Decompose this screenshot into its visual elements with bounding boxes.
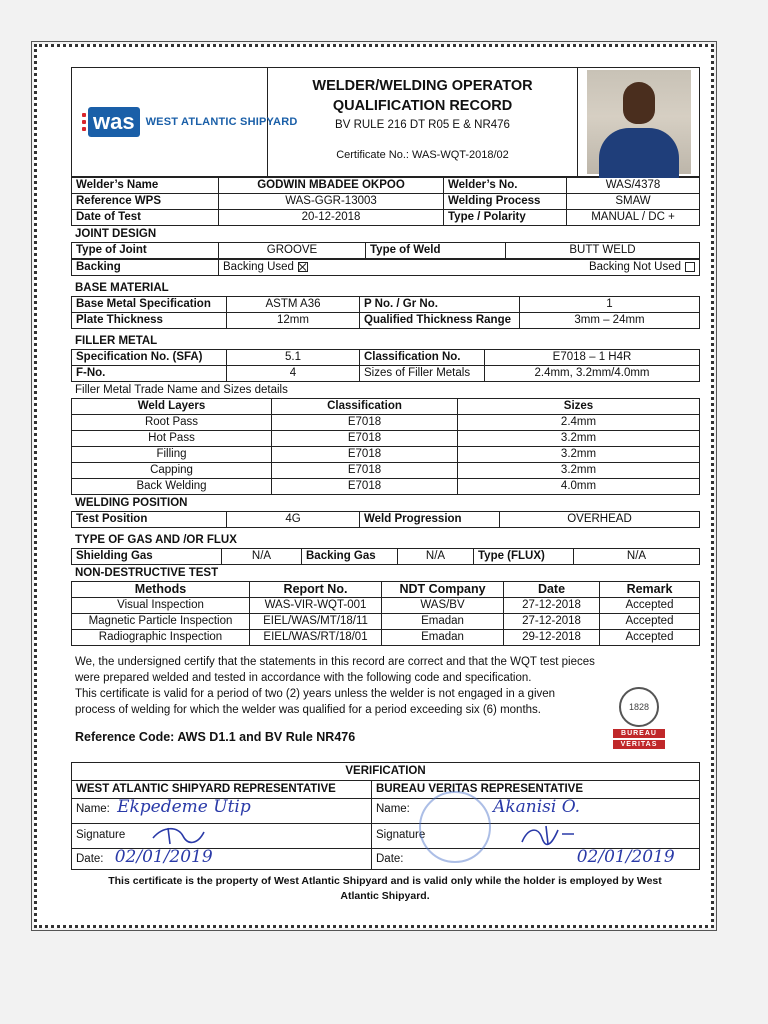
left-signature-label: Signature	[76, 829, 126, 842]
ndt-date: 29-12-2018	[504, 630, 600, 646]
layer-size: 3.2mm	[458, 447, 700, 463]
backing-table	[71, 259, 700, 276]
header-table	[71, 67, 700, 177]
welder-no-label: Welder’s No.	[444, 178, 567, 194]
company-name: WEST ATLANTIC SHIPYARD	[145, 115, 298, 128]
photo-cell	[578, 68, 700, 177]
backing-used-label: Backing Used	[223, 261, 294, 273]
col-remark: Remark	[600, 582, 700, 598]
statement-line: We, the undersigned certify that the statements in this record are correct and that the WQT test pieces	[75, 656, 595, 668]
fno-value: 4	[227, 366, 360, 382]
welder-name: GODWIN MBADEE OKPOO	[219, 178, 444, 194]
layer-size: 4.0mm	[458, 479, 700, 495]
left-date-label: Date:	[76, 853, 104, 865]
layer-name: Hot Pass	[72, 431, 272, 447]
layer-name: Back Welding	[72, 479, 272, 495]
shielding-gas-label: Shielding Gas	[72, 549, 222, 565]
base-material-heading: BASE MATERIAL	[75, 282, 169, 294]
backing-label: Backing	[72, 260, 219, 276]
filler-metal-heading: FILLER METAL	[75, 335, 158, 347]
logo-text: was	[88, 107, 140, 137]
fno-label: F-No.	[72, 366, 227, 382]
test-date-label: Date of Test	[72, 210, 219, 226]
shipyard-rep-title: WEST ATLANTIC SHIPYARD REPRESENTATIVE	[72, 781, 372, 799]
layer-classification: E7018	[272, 415, 458, 431]
test-position: 4G	[227, 512, 360, 528]
certification-statement	[71, 654, 605, 718]
bureau-veritas-logo	[613, 687, 665, 749]
layer-classification: E7018	[272, 463, 458, 479]
ndt-company: WAS/BV	[382, 598, 504, 614]
joint-design-table	[71, 242, 700, 259]
sfa-value: 5.1	[227, 350, 360, 366]
base-material-table	[71, 296, 700, 329]
shielding-gas: N/A	[222, 549, 302, 565]
welder-photo	[587, 70, 691, 174]
wps-label: Reference WPS	[72, 194, 219, 210]
gas-flux-heading: TYPE OF GAS AND /OR FLUX	[75, 534, 237, 546]
col-classification: Classification	[272, 399, 458, 415]
col-weld-layers: Weld Layers	[72, 399, 272, 415]
filler-sizes-label: Sizes of Filler Metals	[360, 366, 485, 382]
weld-progression: OVERHEAD	[500, 512, 700, 528]
ndt-date: 27-12-2018	[504, 614, 600, 630]
classification-label: Classification No.	[360, 350, 485, 366]
title-line-2: QUALIFICATION RECORD	[332, 98, 513, 114]
polarity-value: MANUAL / DC +	[567, 210, 700, 226]
col-report-no: Report No.	[250, 582, 382, 598]
layer-classification: E7018	[272, 431, 458, 447]
layer-size: 3.2mm	[458, 463, 700, 479]
weld-type-label: Type of Weld	[366, 243, 506, 259]
classification-value: E7018 – 1 H4R	[485, 350, 700, 366]
backing-used-checkbox	[298, 262, 308, 272]
weld-layers-table	[71, 398, 700, 495]
welder-info-table	[71, 177, 700, 226]
left-name-handwritten: Ekpedeme Utip	[117, 797, 251, 817]
col-ndt-company: NDT Company	[382, 582, 504, 598]
statement-line: were prepared welded and tested in accordance with the following code and specification.	[75, 672, 532, 684]
backing-options	[219, 260, 700, 276]
right-signature-label: Signature	[376, 829, 426, 842]
ndt-remark: Accepted	[600, 630, 700, 646]
statement-line: This certificate is valid for a period of two (2) years unless the welder is not engaged in a given	[75, 688, 556, 700]
left-signature-mark	[148, 824, 208, 846]
backing-gas-label: Backing Gas	[302, 549, 398, 565]
welder-no: WAS/4378	[567, 178, 700, 194]
certificate-content	[71, 67, 699, 904]
left-name-label: Name:	[76, 803, 110, 815]
process-label: Welding Process	[444, 194, 567, 210]
bv-band-bottom: VERITAS	[613, 740, 665, 749]
layer-name: Root Pass	[72, 415, 272, 431]
ndt-method: Visual Inspection	[72, 598, 250, 614]
table-row	[72, 479, 700, 495]
test-date: 20-12-2018	[219, 210, 444, 226]
weld-type: BUTT WELD	[506, 243, 700, 259]
ndt-company: Emadan	[382, 630, 504, 646]
col-methods: Methods	[72, 582, 250, 598]
bv-year: 1828	[628, 702, 650, 712]
plate-thickness: 12mm	[227, 313, 360, 329]
statement-line: process of welding for which the welder was qualified for a period exceeding six (6) months.	[75, 704, 541, 716]
plate-thickness-label: Plate Thickness	[72, 313, 227, 329]
layer-name: Filling	[72, 447, 272, 463]
title-cell	[268, 68, 578, 177]
table-row	[72, 630, 700, 646]
right-name-label: Name:	[376, 803, 410, 815]
welder-name-label: Welder’s Name	[72, 178, 219, 194]
backing-not-used-label: Backing Not Used	[588, 261, 681, 273]
joint-design-heading: JOINT DESIGN	[75, 228, 157, 240]
bv-rep-title: BUREAU VERITAS REPRESENTATIVE	[372, 781, 700, 799]
layer-size: 3.2mm	[458, 431, 700, 447]
flux-type-label: Type (FLUX)	[474, 549, 574, 565]
process-value: SMAW	[567, 194, 700, 210]
table-row	[72, 614, 700, 630]
table-row	[72, 431, 700, 447]
ndt-remark: Accepted	[600, 598, 700, 614]
bv-seal-icon	[619, 687, 659, 727]
company-logo	[82, 107, 140, 137]
col-date: Date	[504, 582, 600, 598]
logo-cell	[72, 68, 298, 177]
ndt-date: 27-12-2018	[504, 598, 600, 614]
reference-code: Reference Code: AWS D1.1 and BV Rule NR476	[75, 730, 356, 744]
layer-name: Capping	[72, 463, 272, 479]
backing-gas: N/A	[398, 549, 474, 565]
col-sizes: Sizes	[458, 399, 700, 415]
ndt-heading: NON-DESTRUCTIVE TEST	[75, 567, 219, 579]
ndt-company: Emadan	[382, 614, 504, 630]
ndt-report: WAS-VIR-WQT-001	[250, 598, 382, 614]
polarity-label: Type / Polarity	[444, 210, 567, 226]
certificate-number: Certificate No.: WAS-WQT-2018/02	[336, 149, 509, 161]
thickness-range: 3mm – 24mm	[520, 313, 700, 329]
right-date-handwritten: 02/01/2019	[576, 847, 675, 867]
ndt-remark: Accepted	[600, 614, 700, 630]
trade-name-caption: Filler Metal Trade Name and Sizes details	[75, 384, 288, 396]
pno-value: 1	[520, 297, 700, 313]
table-row	[72, 598, 700, 614]
joint-type-label: Type of Joint	[72, 243, 219, 259]
certificate-page	[34, 44, 714, 928]
footer-line: This certificate is the property of West Atlantic Shipyard and is valid only while the holder is employed by West	[108, 875, 662, 887]
layer-size: 2.4mm	[458, 415, 700, 431]
verification-table	[71, 762, 700, 870]
table-row	[72, 447, 700, 463]
right-name-handwritten: Akanisi O.	[493, 797, 581, 817]
weld-progression-label: Weld Progression	[360, 512, 500, 528]
sfa-label: Specification No. (SFA)	[72, 350, 227, 366]
left-date-handwritten: 02/01/2019	[114, 847, 213, 867]
footer-line: Atlantic Shipyard.	[340, 890, 430, 902]
layer-classification: E7018	[272, 479, 458, 495]
filler-sizes: 2.4mm, 3.2mm/4.0mm	[485, 366, 700, 382]
title-line-1: WELDER/WELDING OPERATOR	[312, 78, 533, 94]
test-position-label: Test Position	[72, 512, 227, 528]
table-row	[72, 463, 700, 479]
rule-text: BV RULE 216 DT R05 E & NR476	[335, 119, 510, 131]
right-signature-mark	[518, 824, 578, 846]
backing-not-used-checkbox	[685, 262, 695, 272]
ndt-report: EIEL/WAS/MT/18/11	[250, 614, 382, 630]
table-row	[72, 415, 700, 431]
ndt-report: EIEL/WAS/RT/18/01	[250, 630, 382, 646]
filler-metal-table	[71, 349, 700, 382]
official-stamp-icon	[419, 791, 491, 863]
footer-note	[71, 874, 699, 904]
verification-title: VERIFICATION	[72, 763, 700, 781]
layer-classification: E7018	[272, 447, 458, 463]
ndt-method: Radiographic Inspection	[72, 630, 250, 646]
base-spec: ASTM A36	[227, 297, 360, 313]
right-date-label: Date:	[376, 853, 404, 865]
joint-type: GROOVE	[219, 243, 366, 259]
thickness-range-label: Qualified Thickness Range	[360, 313, 520, 329]
ndt-method: Magnetic Particle Inspection	[72, 614, 250, 630]
base-spec-label: Base Metal Specification	[72, 297, 227, 313]
welding-position-table	[71, 511, 700, 528]
welding-position-heading: WELDING POSITION	[75, 497, 188, 509]
bv-band-top: BUREAU	[613, 729, 665, 738]
pno-label: P No. / Gr No.	[360, 297, 520, 313]
flux-type: N/A	[574, 549, 700, 565]
ndt-table	[71, 581, 700, 646]
wps-value: WAS-GGR-13003	[219, 194, 444, 210]
gas-flux-table	[71, 548, 700, 565]
